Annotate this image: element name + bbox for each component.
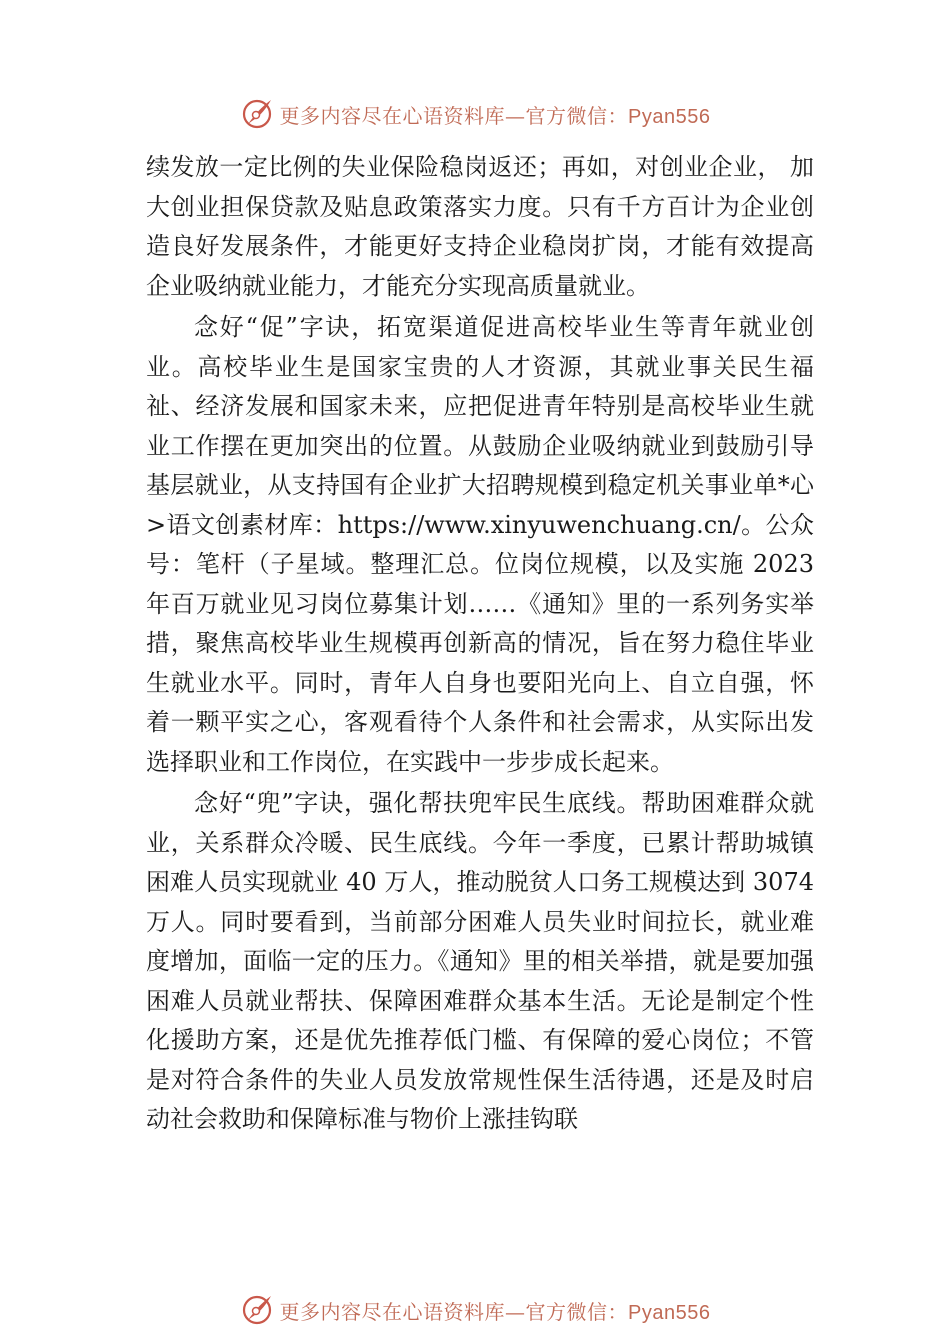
watermark-footer [0,1290,950,1330]
watermark-text: 更多内容尽在心语资料库—官方微信：Pyan556 [279,1299,711,1324]
quill-logo-icon [240,96,276,132]
document-body [146,148,814,1140]
paragraph-continuation: 续发放一定比例的失业保险稳岗返还；再如，对创业企业， 加大创业担保贷款及贴息政策落实力度。只有千方百计为企业创造良好发展条件，才能更好支持企业稳岗扩岗，才能有效提高企业吸纳就业能力，才能充分实现高质量就业。 [146,153,814,300]
paragraph-safeguard: 念好“兜”字诀，强化帮扶兜牢民生底线。帮助困难群众就业，关系群众冷暖、民生底线。今年一季度，已累计帮助城镇困难人员实现就业 40 万人，推动脱贫人口务工规模达到 3074 万人。同时要看到，当前部分困难人员失业时间拉长，就业难度增加，面临一定的压力。《通知》里的相关举措，就是要加强困难人员就业帮扶、保障困难群众基本生活。无论是制定个性化援助方案，还是优先推荐低门槛、有保障的爱心岗位；不管是对符合条件的失业人员发放常规性保生活待遇，还是及时启动社会救助和保障标准与物价上涨挂钩联 [146,789,814,1133]
watermark-header [0,94,950,134]
watermark-text: 更多内容尽在心语资料库—官方微信：Pyan556 [279,103,711,128]
quill-logo-icon [240,1292,276,1328]
paragraph-promote: 念好“促”字诀，拓宽渠道促进高校毕业生等青年就业创业。高校毕业生是国家宝贵的人才资源，其就业事关民生福祉、经济发展和国家未来，应把促进青年特别是高校毕业生就业工作摆在更加突出的位置。从鼓励企业吸纳就业到鼓励引导基层就业，从支持国有企业扩大招聘规模到稳定机关事业单*心>语文创素材库：https://www.xinyuwenchuang.cn/。公众号：笔杆（子星域。整理汇总。位岗位规模，以及实施 2023 年百万就业见习岗位募集计划……《通知》里的一系列务实举措，聚焦高校毕业生规模再创新高的情况，旨在努力稳住毕业生就业水平。同时，青年人自身也要阳光向上、自立自强，怀着一颗平实之心，客观看待个人条件和社会需求，从实际出发选择职业和工作岗位，在实践中一步步成长起来。 [146,313,814,776]
